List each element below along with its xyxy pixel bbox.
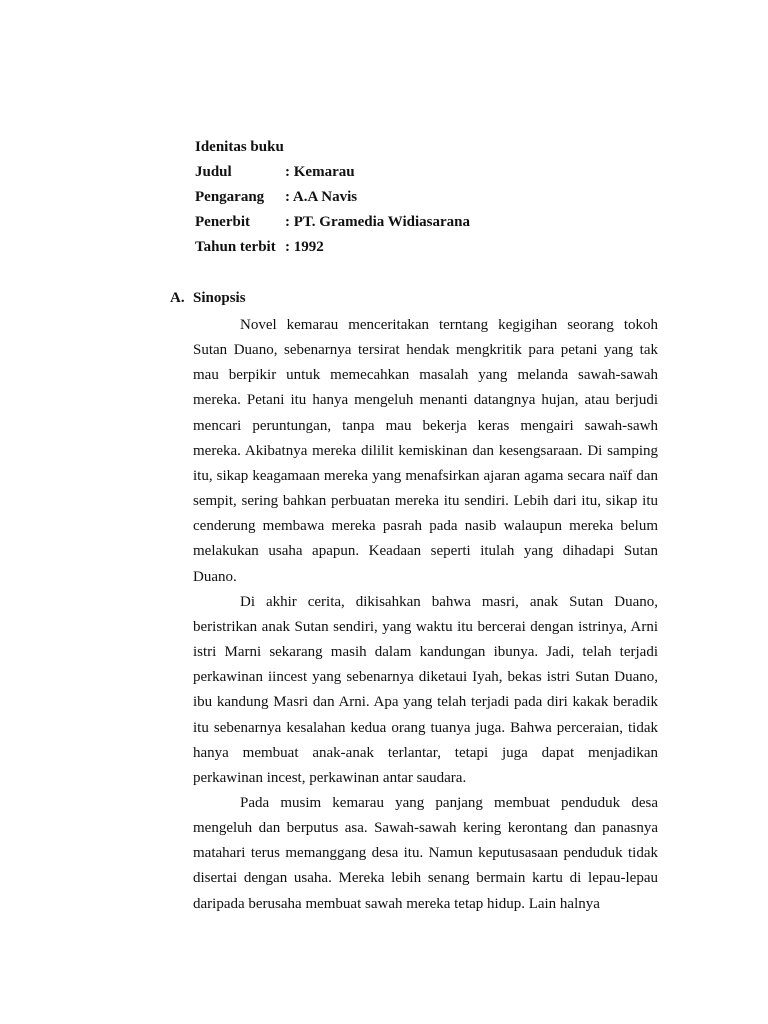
synopsis-paragraph-3: Pada musim kemarau yang panjang membuat penduduk desa mengeluh dan berputus asa. Sawah-sawah kering kerontang dan panasnya matahari terus memanggang desa itu. Namun keputusasaan penduduk tidak disertai dengan usaha. Mereka lebih senang bermain kartu di lepau-lepau daripada berusaha membuat sawah mereka tetap hidup. Lain halnya <box>193 794 658 912</box>
identity-row-publisher <box>195 212 470 237</box>
identity-value: : 1992 <box>285 239 324 255</box>
synopsis-paragraph-1: Novel kemarau menceritakan terntang kegigihan seorang tokoh Sutan Duano, sebenarnya tersirat hendak mengkritik para petani yang tak mau berpikir untuk memecahkan masalah yang melanda sawah-sawah mereka. Petani itu hanya mengeluh menanti datangnya hujan, atau berjudi mencari peruntungan, tanpa mau bekerja keras mengairi sawah-sawh mereka. Akibatnya mereka dililit kemiskinan dan kesengsaraan. Di samping itu, sikap keagamaan mereka yang menafsirkan ajaran agama secara naïf dan sempit, sering bahkan perbuatan mereka itu sendiri. Lebih dari itu, sikap itu cenderung membawa mereka pasrah pada nasib walaupun mereka belum melakukan usaha apapun. Keadaan seperti itulah yang dihadapi Sutan Duano. <box>193 317 658 585</box>
identity-value: : A.A Navis <box>285 189 358 205</box>
synopsis-paragraph-2: Di akhir cerita, dikisahkan bahwa masri, anak Sutan Duano, beristrikan anak Sutan sendiri, yang waktu itu bercerai dengan istrinya, Arni istri Marni sekarang masih dalam kandungan ibunya. Jadi, telah terjadi perkawinan iincest yang sebenarnya diketaui Iyah, bekas istri Sutan Duano, ibu kandung Masri dan Arni. Apa yang telah terjadi pada diri kakak beradik itu sebenarnya kesalahan kedua orang tuanya juga. Bahwa perceraian, tidak hanya membuat anak-anak terlantar, tetapi juga dapat menjadikan perkawinan incest, perkawinan antar saudara. <box>193 593 658 786</box>
identity-label: Tahun terbit <box>195 239 276 255</box>
book-identity <box>195 137 470 262</box>
section-letter: A. <box>170 290 185 306</box>
identity-label: Judul <box>195 164 232 180</box>
identity-value: : PT. Gramedia Widiasarana <box>285 214 471 230</box>
identity-label: Pengarang <box>195 189 265 205</box>
identity-row-year <box>195 237 470 262</box>
identity-label: Penerbit <box>195 214 250 230</box>
section-heading-synopsis <box>170 288 246 308</box>
identity-row-title <box>195 162 470 187</box>
identity-row-author <box>195 187 470 212</box>
synopsis-body <box>193 313 658 917</box>
identity-value: : Kemarau <box>285 164 355 180</box>
section-title: Sinopsis <box>193 290 246 306</box>
identity-heading: Idenitas buku <box>195 139 284 155</box>
